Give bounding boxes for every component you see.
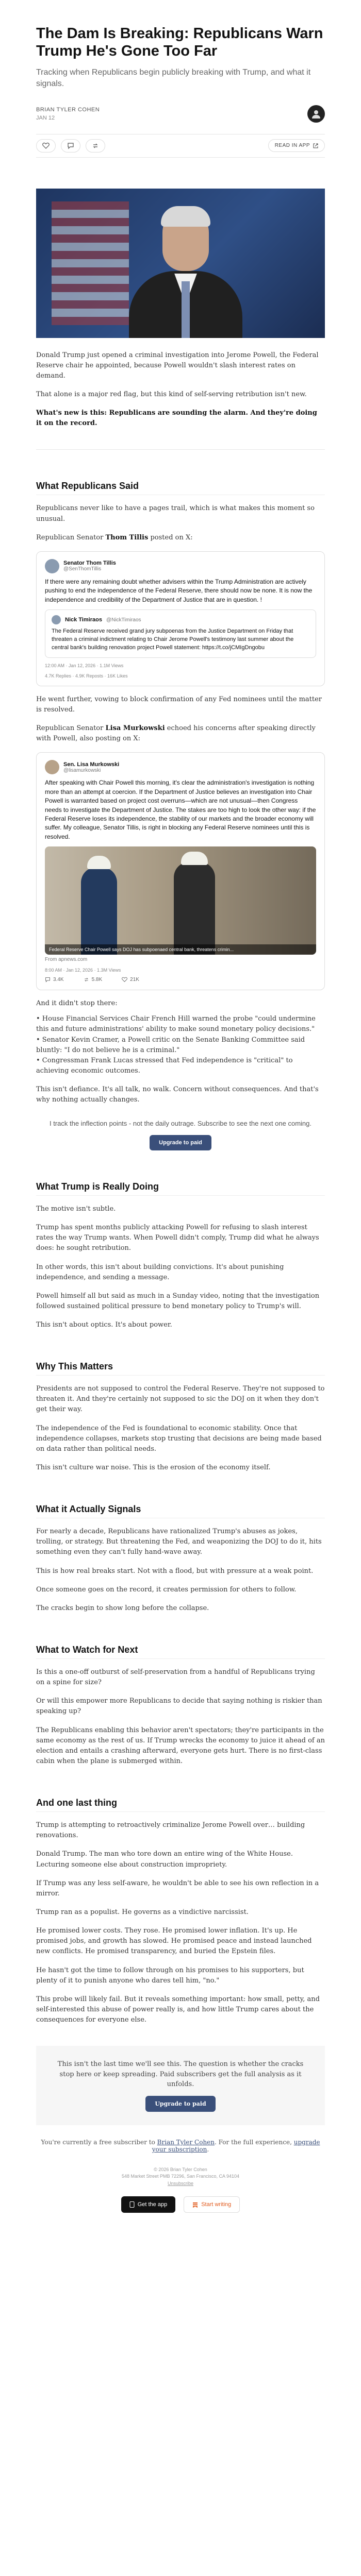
text-span: echoed his concerns after speaking directly with Powell, also posting on X: [36, 724, 316, 743]
intro-emphasis: What's new is this: Republicans are sounding the alarm. And they're doing it on the record. [36, 409, 317, 428]
substack-icon [192, 2202, 198, 2208]
byline [36, 105, 325, 123]
tweet-handle: @lisamurkowski [63, 767, 101, 773]
photo-hardhat [181, 852, 208, 865]
read-in-app-button[interactable] [268, 139, 325, 152]
like-count[interactable] [122, 977, 139, 982]
body-paragraph: He hasn't got the time to follow through on his promises to his supporters, but plenty of it to punish anyone who dares tell him, "no." [36, 1966, 304, 1985]
section-heading: What Trump is Really Doing [36, 1181, 325, 1196]
external-link-icon [313, 143, 318, 148]
body-paragraph: This isn't culture war noise. This is the erosion of the economy itself. [36, 1464, 271, 1472]
body-paragraph: Republicans never like to have a pages trail, which is what makes this moment so unusual. [36, 504, 315, 523]
repost-value: 5.8K [91, 977, 103, 983]
tweet-text: After speaking with Chair Powell this morning, it's clear the administration's investigation is nothing more than an attempt at coercion. If the Department of Justice believes an investigation into Chair Powell is warranted based on project cost overruns—which are not unusual—then Congress needs to investigate the Department of Justice. The stakes are too high to look the other way: if the Federal Reserve loses its independence, the stability of our markets and the broader economy will suffer. My colleague, Senator Tillis, is right in blocking any Federal Reserve nominees until this is resolved. [45, 779, 316, 840]
body-paragraph: The motive isn't subtle. [36, 1205, 116, 1213]
link-source[interactable]: From apnews.com [45, 957, 88, 963]
tweet-author: Senator Thom Tillis [63, 560, 116, 567]
tweet-avatar [45, 760, 59, 774]
author-name[interactable]: BRIAN TYLER COHEN [36, 106, 100, 113]
body-paragraph: Trump is attempting to retroactively criminalize Jerome Powell over… building renovations. [36, 1821, 305, 1840]
heart-icon [42, 142, 50, 149]
divider [36, 449, 325, 450]
cta-text: I track the inflection points - not the daily outrage. Subscribe to see the next one coming. [49, 1120, 311, 1128]
photo-caption: Federal Reserve Chair Powell says DOJ has subpoenaed central bank, threatens crimin... [45, 944, 316, 955]
tweet-stats [45, 977, 316, 982]
app-buttons [36, 2196, 325, 2213]
hero-image[interactable] [36, 189, 325, 338]
tweet-meta: 8:00 AM · Jan 12, 2026 · 1.3M Views [45, 968, 121, 973]
body-paragraph: This is how real breaks start. Not with a flood, but with pressure at a weak point. [36, 1567, 314, 1575]
body-paragraph: He promised lower costs. They rose. He promised lower inflation. It's up. He promised jobs, and growth has slowed. He promised peace and instead launched new conflicts. He promised transparency, and buried the Epstein files. [36, 1927, 312, 1956]
list-item: • Congressman Frank Lucas stressed that Fed independence is "critical" to achieving economic outcomes. [36, 1056, 293, 1075]
tweet-photo[interactable] [45, 846, 316, 955]
body-paragraph: He went further, vowing to block confirmation of any Fed nominees until the matter is resolved. [36, 695, 322, 714]
photo-figure [174, 862, 215, 955]
text-span: . For the full experience, [215, 2138, 292, 2146]
section-heading: Why This Matters [36, 1361, 325, 1376]
tweet-text: The Federal Reserve received grand jury subpoenas from the Justice Department on Friday that threaten a criminal indictment relating to Chair Jerome Powell's testimony last summer about the central bank's building renovation project Powell statement: https://t.co/jCMIgDngobu [52, 628, 294, 651]
body-paragraph: The cracks begin to show long before the collapse. [36, 1604, 209, 1612]
body-paragraph: Powell himself all but said as much in a Sunday video, noting that the investigation followed sustained political pressure to bend monetary policy to Trump's will. [36, 1292, 320, 1310]
tweet-author: Sen. Lisa Murkowski [63, 761, 120, 768]
tweet-text: If there were any remaining doubt whether advisers within the Trump Administration are actively pushing to end the independence of the Federal Reserve, there should now be none. It is now the independence and credibility of the Department of Justice that are in question. ! [45, 578, 313, 603]
reply-value: 3.4K [53, 977, 64, 983]
figure-tie [182, 281, 190, 338]
phone-icon [129, 2201, 135, 2208]
unsubscribe-link[interactable]: Unsubscribe [167, 2180, 194, 2186]
address: 548 Market Street PMB 72296, San Francisco, CA 94104 [121, 2174, 240, 2179]
article-subtitle: Tracking when Republicans begin publicly breaking with Trump, and what it signals. [36, 68, 311, 89]
comment-button[interactable] [61, 139, 80, 152]
read-in-app-label: READ IN APP [274, 143, 310, 149]
reply-count[interactable] [45, 977, 64, 982]
embedded-tweet-murkowski[interactable] [36, 752, 325, 990]
body-paragraph: This isn't defiance. It's all talk, no walk. Concern without consequences. And that's why nothing actually changes. [36, 1086, 319, 1104]
body-paragraph [36, 533, 325, 543]
heart-icon [122, 977, 127, 982]
tweet-stats: 4.7K Replies · 4.9K Reposts · 16K Likes [45, 673, 128, 679]
comment-icon [45, 977, 51, 982]
section-heading: What it Actually Signals [36, 1504, 325, 1518]
publication-link[interactable]: Brian Tyler Cohen [157, 2138, 215, 2146]
tweet-avatar [52, 615, 61, 624]
action-bar [36, 134, 325, 158]
upgrade-button[interactable]: Upgrade to paid [145, 2096, 215, 2112]
tweet-meta: 12:00 AM · Jan 12, 2026 · 1.1M Views [45, 663, 124, 668]
intro-paragraph: Donald Trump just opened a criminal investigation into Jerome Powell, the Federal Reserve chair he appointed, because Powell wouldn't slash interest rates on demand. [36, 351, 319, 380]
body-paragraph: If Trump was any less self-aware, he wouldn't be able to see his own reflection in a mirror. [36, 1879, 319, 1897]
body-paragraph: In other words, this isn't about building convictions. It's about punishing independence, and sending a message. [36, 1263, 284, 1281]
section-heading: And one last thing [36, 1798, 325, 1812]
body-paragraph: Trump ran as a populist. He governs as a vindictive narcissist. [36, 1908, 249, 1916]
list-item: • House Financial Services Chair French Hill warned the probe "could undermine this and future administrations' ability to make sound monetary policy decisions." [36, 1015, 316, 1033]
figure-hair [161, 206, 210, 227]
start-writing-label: Start writing [201, 2201, 232, 2208]
subscription-note: You're currently a free subscriber to Brian Tyler Cohen. For the full experience, upgrade your subscription. [41, 2138, 320, 2153]
text-span: Republican Senator [36, 724, 104, 733]
comment-icon [67, 142, 74, 149]
tweet-author: Nick Timiraos [65, 617, 102, 623]
article-title: The Dam Is Breaking: Republicans Warn Trump He's Gone Too Far [36, 25, 323, 60]
publish-date: JAN 12 [36, 114, 55, 121]
text-span: You're currently a free subscriber to [41, 2138, 155, 2146]
body-paragraph: And it didn't stop there: [36, 999, 118, 1008]
tweet-avatar [45, 559, 59, 573]
restack-button[interactable] [86, 139, 105, 152]
body-paragraph: This probe will likely fail. But it reveals something important: how small, petty, and self-interested this abuse of power really is, and how little Trump cares about the consequences for everyone else. [36, 1995, 320, 2024]
body-paragraph: Is this a one-off outburst of self-preservation from a handful of Republicans trying on a spine for size? [36, 1668, 315, 1687]
senator-name: Thom Tillis [105, 533, 149, 541]
upgrade-button[interactable]: Upgrade to paid [150, 1135, 211, 1150]
bullet-list [36, 1014, 325, 1076]
list-item: • Senator Kevin Cramer, a Powell critic on the Senate Banking Committee said bluntly: "I do not believe he is a criminal." [36, 1036, 305, 1054]
restack-icon [92, 142, 99, 149]
get-app-button[interactable] [121, 2196, 176, 2213]
copyright: © 2026 Brian Tyler Cohen [154, 2166, 207, 2172]
body-paragraph: Once someone goes on the record, it creates permission for others to follow. [36, 1585, 297, 1594]
start-writing-button[interactable] [184, 2196, 240, 2213]
body-paragraph: This isn't about optics. It's about power. [36, 1321, 172, 1329]
outro-text: This isn't the last time we'll see this. The question is whether the cracks stop here or keep spreading. Paid subscribers get the full analysis as it unfolds. [57, 2060, 304, 2089]
intro-paragraph: That alone is a major red flag, but this kind of self-serving retribution isn't new. [36, 391, 307, 399]
body-paragraph: Or will this empower more Republicans to decide that saying nothing is riskier than speaking up? [36, 1697, 322, 1716]
article-column [36, 0, 325, 2213]
body-paragraph: Donald Trump. The man who tore down an entire wing of the White House. Lecturing someone else about construction impropriety. [36, 1850, 293, 1869]
body-paragraph: The Republicans enabling this behavior aren't spectators; they're participants in the same economy as the rest of us. If Trump wrecks the economy to juice it ahead of an election and entails a crashing afterward, everyone gets hurt. There is no first-class cabin when the plane is submerged within. [36, 1726, 325, 1766]
section-heading: What Republicans Said [36, 481, 325, 495]
like-value: 21K [130, 977, 139, 983]
outro-box [36, 2046, 325, 2125]
intro-paragraph [36, 408, 325, 429]
author-avatar[interactable] [307, 105, 325, 123]
person-icon [311, 109, 321, 118]
body-paragraph: The independence of the Fed is foundational to economic stability. Once that independence collapses, markets stop trusting that decisions are being made based on data rather than political needs. [36, 1424, 322, 1453]
photo-figure [81, 867, 117, 955]
get-app-label: Get the app [137, 2201, 168, 2208]
footer-fine-print [36, 2166, 325, 2188]
body-paragraph: For nearly a decade, Republicans have rationalized Trump's abuses as jokes, trolling, or strategy. But threatening the Fed, and weaponizing the DOJ to do it, hits something even they can't fully hand-wave away. [36, 1528, 322, 1556]
text-span: Republican Senator [36, 533, 104, 541]
body-paragraph: Presidents are not supposed to control the Federal Reserve. They're not supposed to threaten it. And they're certainly not supposed to sic the DOJ on it when they don't get their way. [36, 1385, 325, 1414]
section-heading: What to Watch for Next [36, 1645, 325, 1659]
photo-hardhat [87, 856, 111, 869]
embedded-tweet-tillis[interactable] [36, 551, 325, 686]
upgrade-link[interactable]: upgrade your subscription [152, 2138, 320, 2153]
body-paragraph [36, 723, 325, 744]
tweet-handle: @NickTimiraos [106, 617, 141, 623]
senator-name: Lisa Murkowski [105, 724, 165, 733]
flag-shape [52, 201, 129, 325]
like-button[interactable] [36, 139, 56, 152]
tweet-handle: @SenThomTillis [63, 566, 102, 572]
subscribe-cta [36, 1118, 325, 1150]
text-span: posted on X: [150, 533, 193, 541]
body-paragraph: Trump has spent months publicly attacking Powell for refusing to slash interest rates the way Trump wants. When Powell didn't comply, Trump did what he always does: he sought retribution. [36, 1224, 319, 1252]
repost-count[interactable] [84, 977, 103, 982]
quoted-tweet[interactable] [45, 609, 316, 658]
repost-icon [84, 977, 89, 982]
